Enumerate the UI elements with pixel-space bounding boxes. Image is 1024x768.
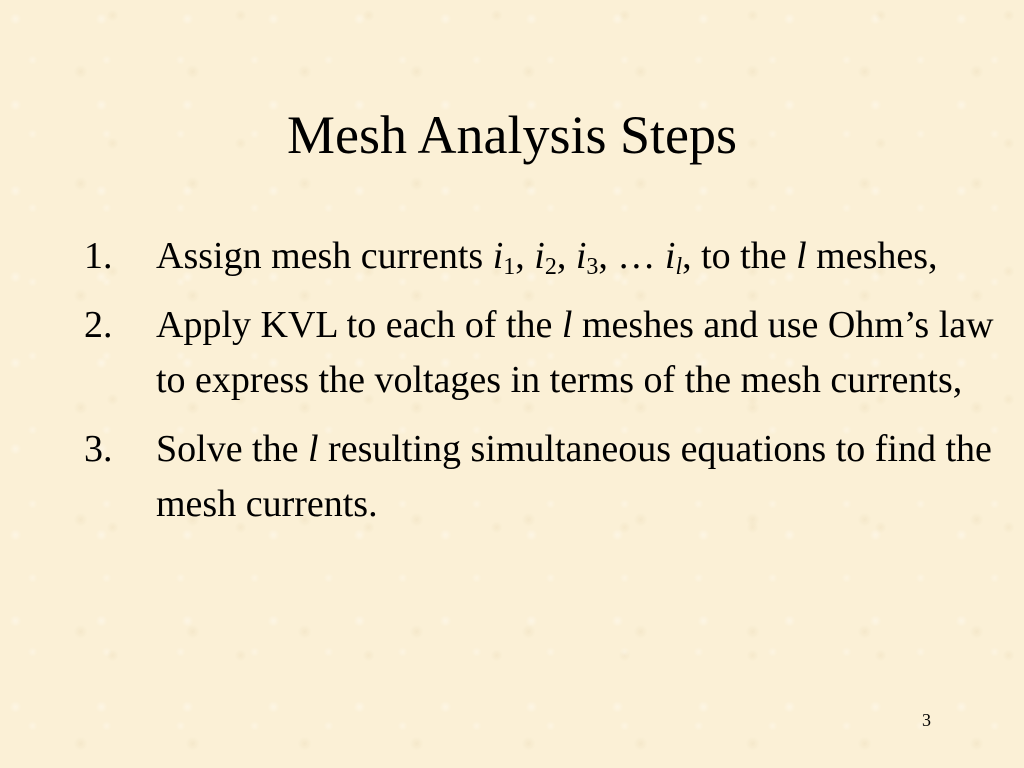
step-text: Solve the l resulting simultaneous equations to find the mesh currents. [156, 428, 992, 525]
step-item-2 [84, 298, 1004, 408]
steps-list [84, 229, 1004, 546]
page-number: 3 [922, 710, 931, 730]
step-text: Assign mesh currents $i_1$, $i_2$, $i_3$, … $i_l$, to the l meshes, [156, 235, 938, 280]
step-number: 2. [84, 304, 113, 346]
slide-title: Mesh Analysis Steps [286, 105, 738, 165]
step-number: 1. [84, 235, 113, 277]
step-number: 3. [84, 428, 113, 470]
step-text: Apply KVL to each of the l meshes and use Ohm’s law to express the voltages in terms of the mesh currents, [156, 304, 994, 401]
step-item-3 [84, 422, 1004, 532]
step-item-1 [84, 229, 1004, 284]
